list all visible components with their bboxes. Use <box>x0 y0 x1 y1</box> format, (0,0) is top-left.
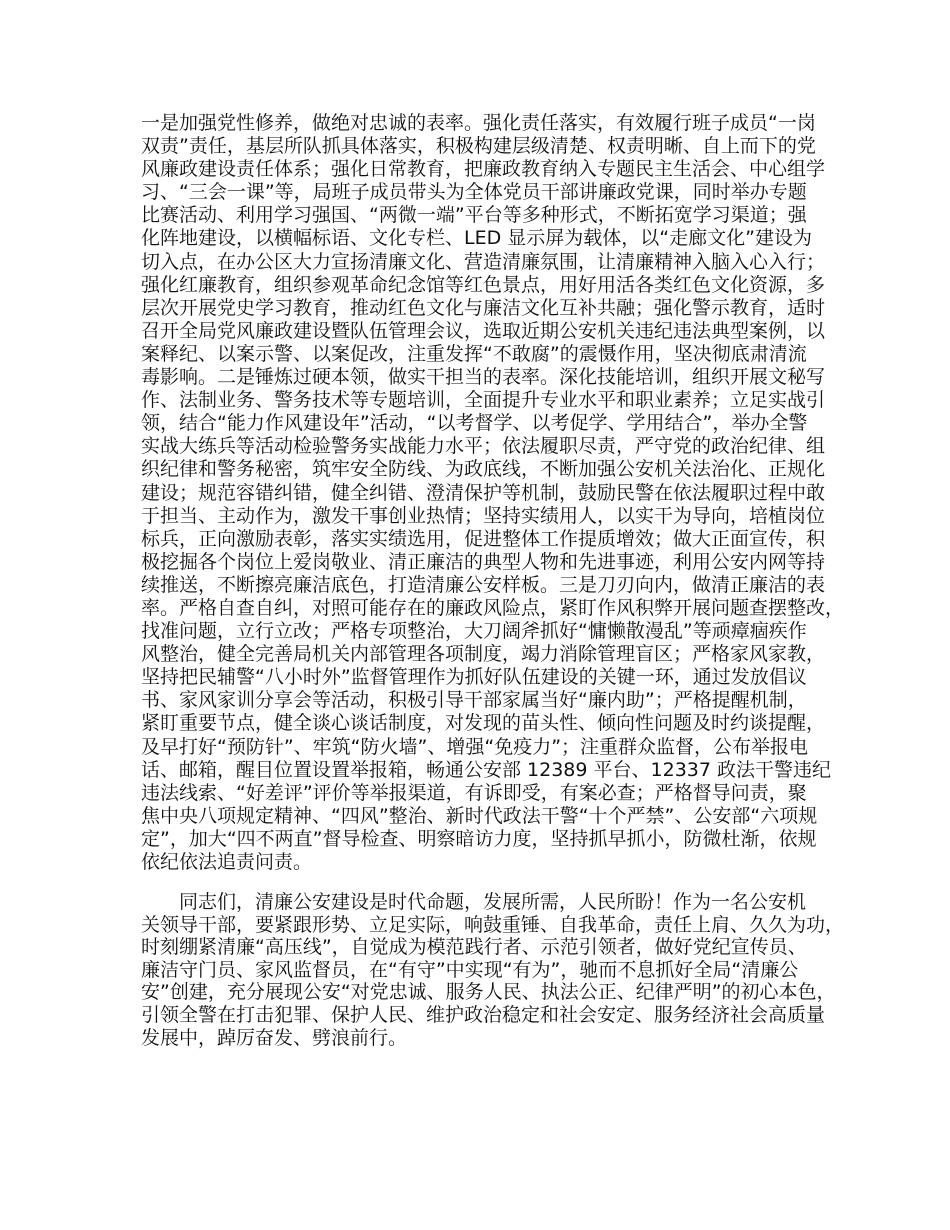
text-line: 一是加强党性修养，做绝对忠诚的表率。强化责任落实，有效履行班子成员“一岗 <box>141 112 816 134</box>
text-line: 实战大练兵等活动检验警务实战能力水平；依法履职尽责，严守党的政治纪律、组 <box>141 435 826 458</box>
text-line: 极挖掘各个岗位上爱岗敬业、清正廉洁的典型人物和先进事迹，利用公安内网等持 <box>141 550 826 573</box>
text-line: 找准问题，立行立改；严格专项整治，大刀阔斧抓好“慵懒散漫乱”等顽瘴痼疾作 <box>141 620 807 643</box>
text-line: 违法线索、“好差评”评价等举报渠道，有诉即受，有案必查；严格督导问责，聚 <box>141 781 807 804</box>
text-line: 紧盯重要节点，健全谈心谈话制度，对发现的苗头性、倾向性问题及时约谈提醒， <box>141 712 826 735</box>
text-line: 于担当、主动作为，激发干事创业热情；坚持实绩用人，以实干为导向，培植岗位 <box>141 504 826 527</box>
text-line: 安”创建，充分展现公安“对党忠诚、服务人民、执法公正、纪律严明”的初心本色， <box>141 981 836 1004</box>
text-line: 风整治，健全完善局机关内部管理各项制度，竭力消除管理盲区；严格家风家教， <box>141 643 826 666</box>
text-line: 及早打好“预防针”、牢筑“防火墙”、增强“免疫力”；注重群众监督，公布举报电 <box>141 735 809 758</box>
text-line: 依纪依法追责问责。 <box>141 851 313 873</box>
paragraph-2 <box>141 891 845 1049</box>
text-line: 织纪律和警务秘密，筑牢安全防线、为政底线，不断加强公安机关法治化、正规化 <box>141 458 826 481</box>
text-line: 风廉政建设责任体系；强化日常教育，把廉政教育纳入专题民主生活会、中心组学 <box>141 158 826 181</box>
text-line: 率。严格自查自纠，对照可能存在的廉政风险点，紧盯作风积弊开展问题查摆整改， <box>141 596 845 619</box>
text-line: 毒影响。二是锤炼过硬本领，做实干担当的表率。深化技能培训，组织开展文秘写 <box>141 366 826 389</box>
text-line: 习、“三会一课”等，局班子成员带头为全体党员干部讲廉政党课，同时举办专题 <box>141 181 807 204</box>
text-line: 切入点，在办公区大力宣扬清廉文化、营造清廉氛围，让清廉精神入脑入心入行； <box>141 250 826 273</box>
text-line: 建设；规范容错纠错，健全纠错、澄清保护等机制，鼓励民警在依法履职过程中敢 <box>141 481 826 504</box>
text-line: 续推送，不断擦亮廉洁底色，打造清廉公安样板。三是刀刃向内，做清正廉洁的表 <box>141 573 826 596</box>
text-line: 话、邮箱，醒目位置设置举报箱，畅通公安部 12389 平台、12337 政法干警违纪 <box>141 758 832 781</box>
text-line: 层次开展党史学习教育，推动红色文化与廉洁文化互补共融；强化警示教育，适时 <box>141 296 826 319</box>
text-line: 领，结合“能力作风建设年”活动，“以考督学、以考促学、学用结合”，举办全警 <box>141 412 808 435</box>
text-line: 双责”责任，基层所队抓具体落实，积极构建层级清楚、权责明晰、自上而下的党 <box>141 135 816 158</box>
text-line: 发展中，踔厉奋发、劈浪前行。 <box>141 1026 408 1049</box>
text-line: 标兵，正向激励表彰，落实实绩选用，促进整体工作提质增效；做大正面宣传，积 <box>141 527 826 550</box>
text-line: 坚持把民辅警“八小时外”监督管理作为抓好队伍建设的关键一环，通过发放倡议 <box>141 666 807 689</box>
text-line: 召开全局党风廉政建设暨队伍管理会议，选取近期公安机关违纪违法典型案例，以 <box>141 319 826 342</box>
text-line: 焦中央八项规定精神、“四风”整治、新时代政法干警“十个严禁”、公安部“六项规 <box>141 804 818 827</box>
text-line: 比赛活动、利用学习强国、“两微一端”平台等多种形式，不断拓宽学习渠道；强 <box>141 204 807 227</box>
text-line: 廉洁守门员、家风监督员，在“有守”中实现“有为”，驰而不息抓好全局“清廉公 <box>141 958 799 981</box>
text-line: 关领导干部，要紧跟形势、立足实际，响鼓重锤、自我革命，责任上肩、久久为功， <box>141 913 845 936</box>
text-line: 同志们，清廉公安建设是时代命题，发展所需，人民所盼！作为一名公安机 <box>179 891 807 914</box>
text-line: 强化红廉教育，组织参观革命纪念馆等红色景点，用好用活各类红色文化资源，多 <box>141 273 826 296</box>
document-page <box>141 112 845 1049</box>
paragraph-1 <box>141 112 845 874</box>
text-line: 引领全警在打击犯罪、保护人民、维护政治稳定和社会安定、服务经济社会高质量 <box>141 1004 826 1027</box>
text-line: 定”，加大“四不两直”督导检查、明察暗访力度，坚持抓早抓小，防微杜渐，依规 <box>141 827 817 850</box>
text-line: 案释纪、以案示警、以案促改，注重发挥“不敢腐”的震慑作用，坚决彻底肃清流 <box>141 342 807 365</box>
text-line: 作、法制业务、警务技术等专题培训，全面提升专业水平和职业素养；立足实战引 <box>141 389 826 412</box>
text-line: 时刻绷紧清廉“高压线”，自觉成为模范践行者、示范引领者，做好党纪宣传员、 <box>141 936 807 959</box>
text-line: 化阵地建设，以横幅标语、文化专栏、LED 显示屏为载体，以“走廊文化”建设为 <box>141 227 812 250</box>
text-line: 书、家风家训分享会等活动，积极引导干部家属当好“廉内助”；严格提醒机制， <box>141 689 807 712</box>
